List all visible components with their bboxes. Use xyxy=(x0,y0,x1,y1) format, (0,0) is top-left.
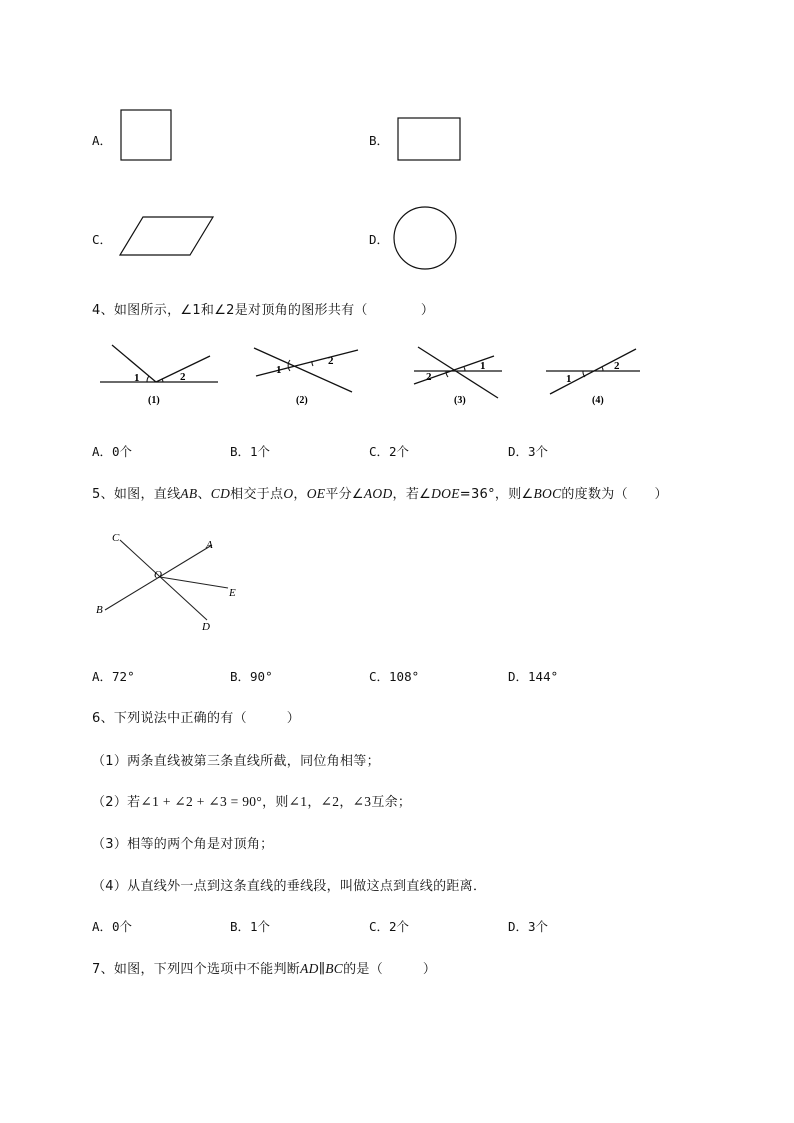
q6-option-d: D．3个 xyxy=(508,919,549,934)
q6-statement-4: （4）从直线外一点到这条直线的垂线段，叫做这点到直线的距离． xyxy=(92,879,487,894)
q4-f1-caption: (1) xyxy=(148,395,160,406)
rectangle-icon xyxy=(397,117,462,162)
question-5-text: 5、如图，直线AB、CD相交于点O，OE平分∠AOD，若∠DOE=36°，则∠BOC的度数为（ ） xyxy=(92,486,668,502)
parallelogram-icon xyxy=(118,215,216,257)
q5-label-o: O xyxy=(154,569,162,581)
q4-figure-4 xyxy=(546,349,640,406)
q4-option-b: B．1个 xyxy=(230,444,271,459)
circle-icon xyxy=(392,205,458,271)
q6-statement-2: （2）若∠1 + ∠2 + ∠3 = 90°，则∠1，∠2，∠3互余； xyxy=(92,794,412,810)
q4-f2-angle2: 2 xyxy=(328,355,334,367)
q5-label-d: D xyxy=(202,621,210,633)
q4-figure-1 xyxy=(100,345,218,406)
q5-label-a: A xyxy=(206,539,213,551)
option-b-label: B． xyxy=(369,133,390,148)
q4-f2-angle1: 1 xyxy=(276,364,282,376)
q6-statement-3: （3）相等的两个角是对顶角； xyxy=(92,837,274,852)
q4-f1-angle1: 1 xyxy=(134,372,140,384)
q4-f3-angle2: 1 xyxy=(480,360,486,372)
q4-f4-angle2: 2 xyxy=(614,360,620,372)
q4-f1-angle2: 2 xyxy=(180,371,186,383)
q4-f4-caption: (4) xyxy=(592,395,604,406)
q6-option-a: A．0个 xyxy=(92,919,133,934)
option-d-label: D． xyxy=(369,232,390,247)
q5-label-b: B xyxy=(96,604,103,616)
question-6-text: 6、下列说法中正确的有（ ） xyxy=(92,711,301,726)
q6-statement-1: （1）两条直线被第三条直线所截，同位角相等； xyxy=(92,754,380,769)
question-4-text: 4、如图所示，∠1和∠2是对顶角的图形共有（ ） xyxy=(92,303,435,318)
q4-f4-angle1: 1 xyxy=(566,373,572,385)
q4-option-d: D．3个 xyxy=(508,444,549,459)
q4-f3-caption: (3) xyxy=(454,395,466,406)
q5-option-b: B．90° xyxy=(230,669,273,684)
q5-label-e: E xyxy=(229,587,236,599)
q4-figure-2 xyxy=(254,348,358,406)
q5-option-c: C．108° xyxy=(369,669,420,684)
q6-option-c: C．2个 xyxy=(369,919,410,934)
q4-figures xyxy=(96,340,656,410)
q5-figure xyxy=(90,525,250,637)
square-icon xyxy=(120,109,173,162)
q4-option-c: C．2个 xyxy=(369,444,410,459)
q4-f3-angle1: 2 xyxy=(426,371,432,383)
option-c-label: C． xyxy=(92,232,113,247)
q4-f2-caption: (2) xyxy=(296,395,308,406)
option-a-label: A． xyxy=(92,133,113,148)
q5-label-c: C xyxy=(112,532,120,544)
q4-figure-3 xyxy=(414,347,502,406)
q6-option-b: B．1个 xyxy=(230,919,271,934)
question-7-text: 7、如图，下列四个选项中不能判断AD∥BC的是（ ） xyxy=(92,961,437,977)
q4-option-a: A．0个 xyxy=(92,444,133,459)
q5-option-d: D．144° xyxy=(508,669,559,684)
q5-option-a: A．72° xyxy=(92,669,135,684)
